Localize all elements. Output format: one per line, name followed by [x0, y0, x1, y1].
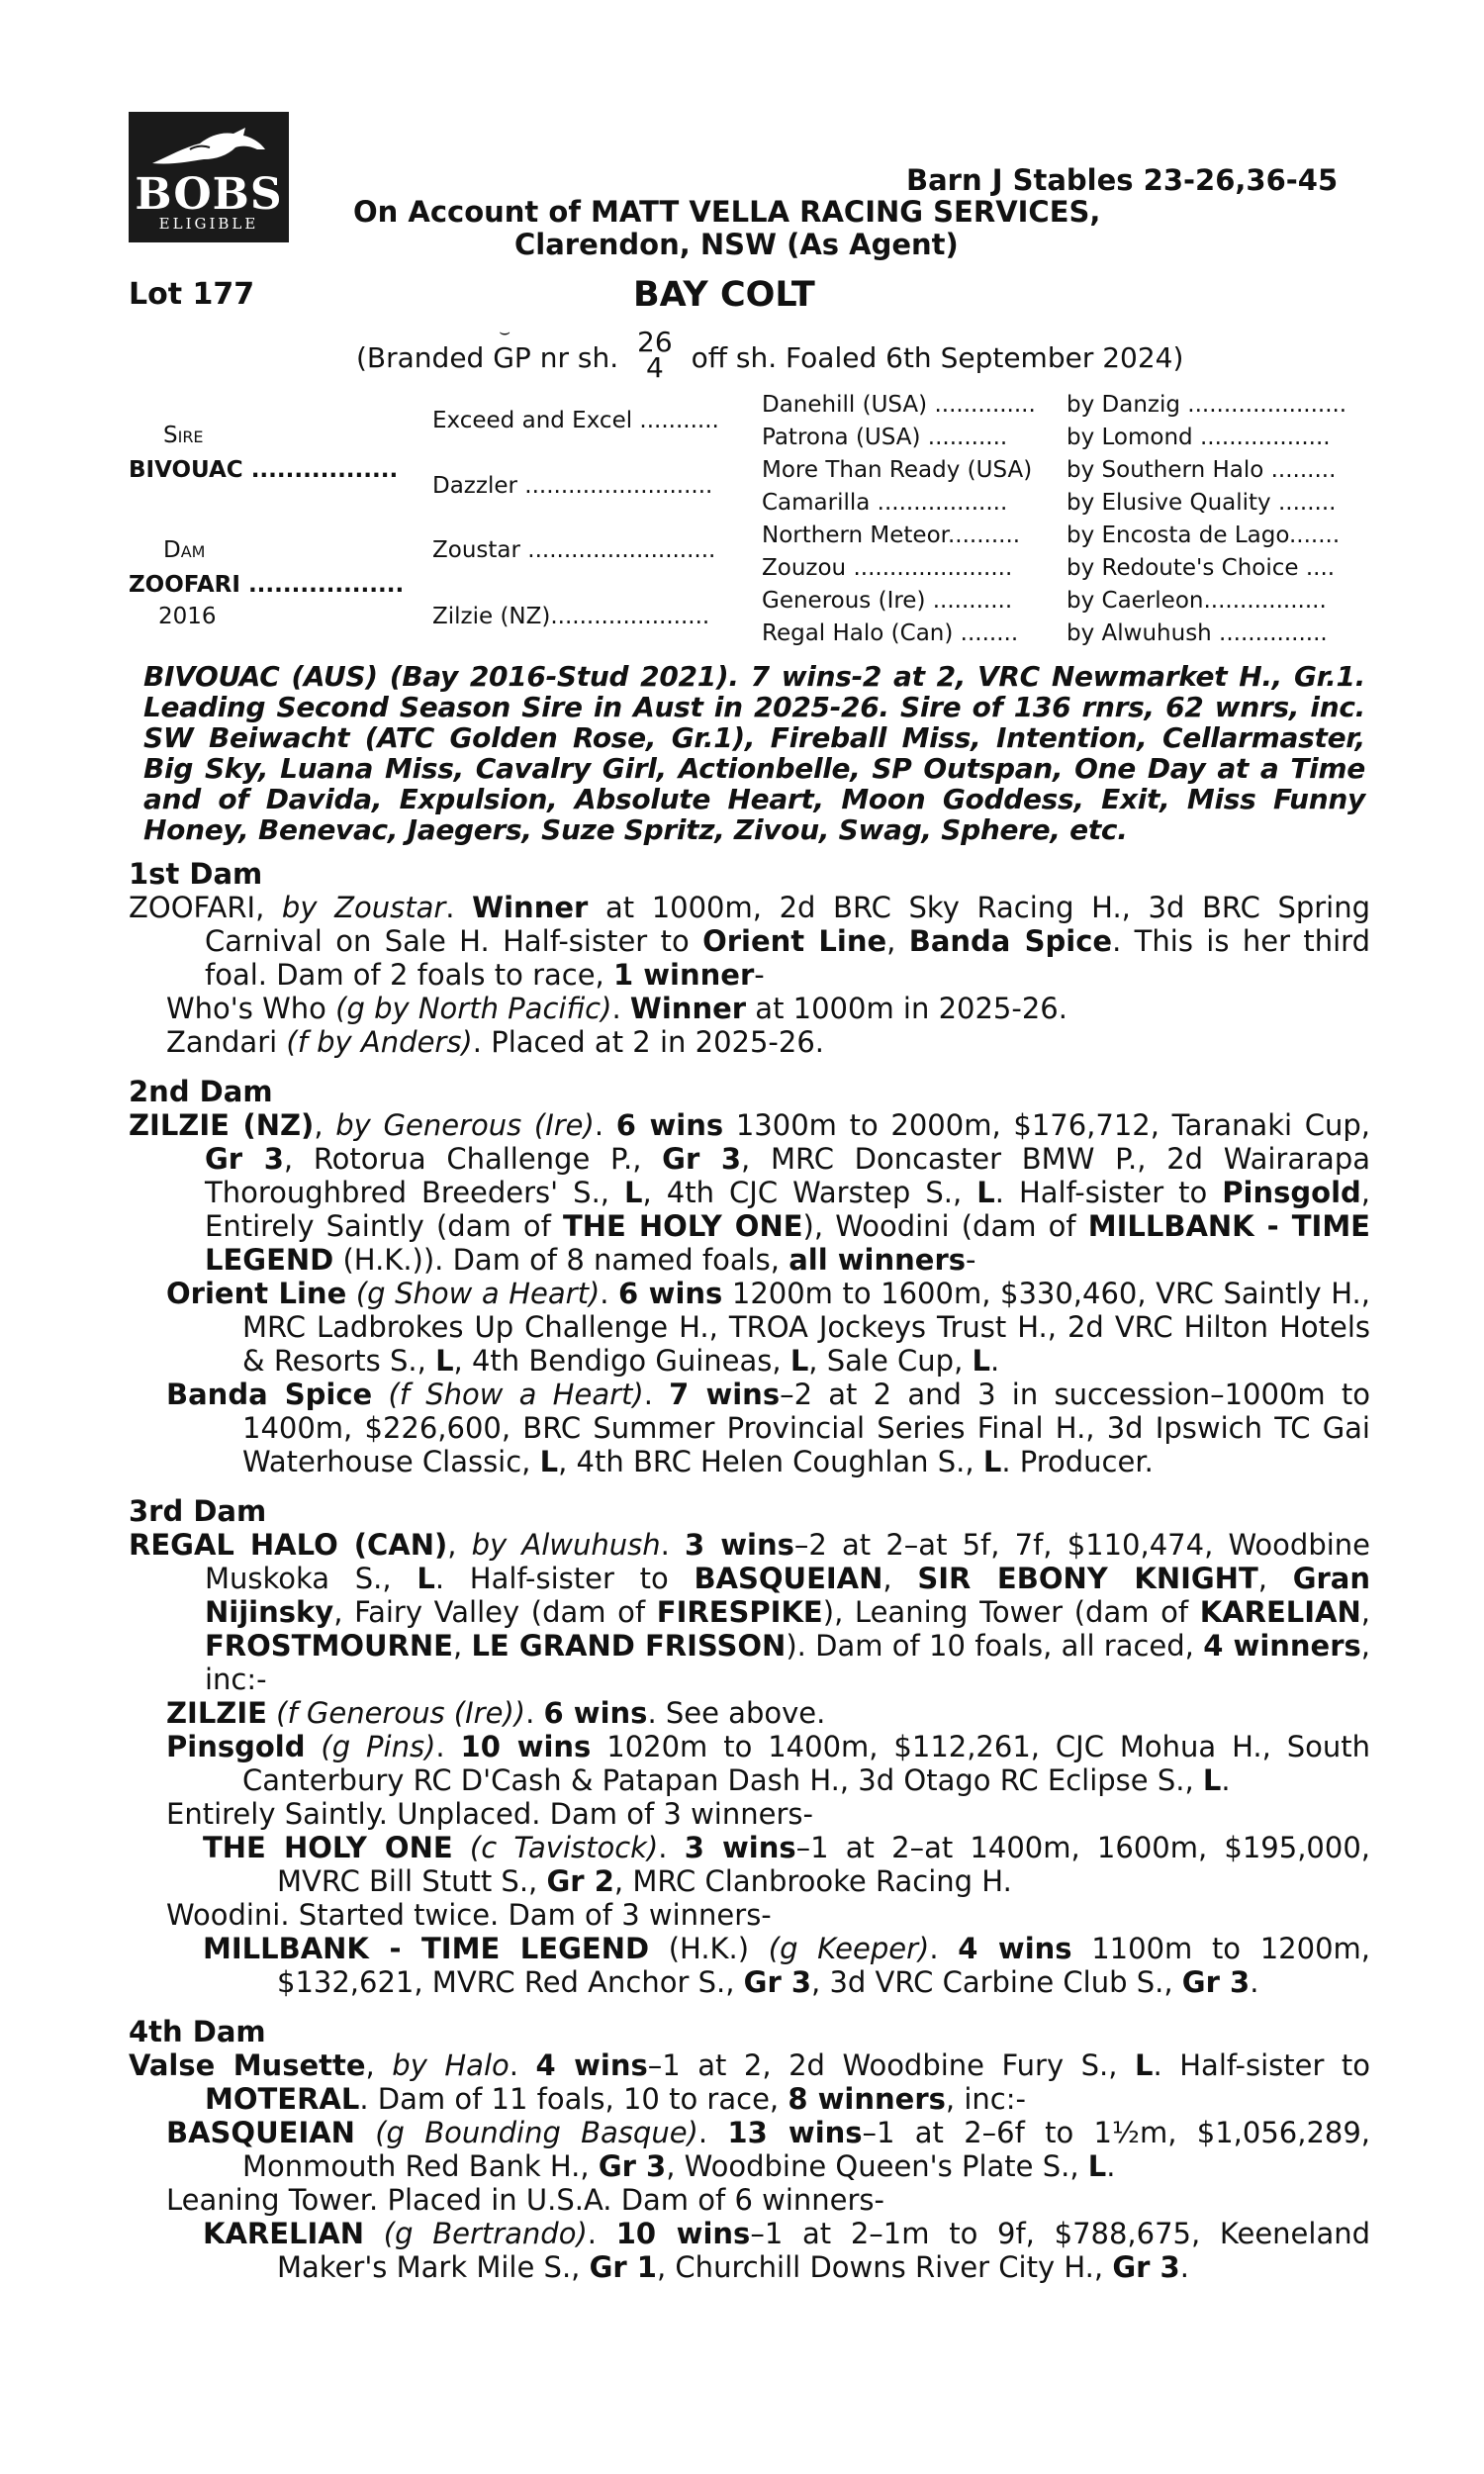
logo-brand-text: BOBS: [135, 169, 283, 220]
progeny-entry: Pinsgold (g Pins). 10 wins 1020m to 1400m, $112,261, CJC Mohua H., South Canterbury RC D'Cash & Patapan Dash H., 3d Otago RC Eclipse S., L.: [166, 1730, 1371, 1797]
dam-label: Dam: [163, 537, 206, 563]
sire-essay: BIVOUAC (AUS) (Bay 2016-Stud 2021). 7 wins-2 at 2, VRC Newmarket H., Gr.1. Leading Second Season Sire in Aust in 2025-26. Sire of 136 rnrs, 62 wnrs, inc. SW Beiwacht (ATC Golden Rose, Gr.1), Fireball Miss, Intention, Cellarmaster, Big Sky, Luana Miss, Cavalry Girl, Actionbelle, SP Outspan, One Day at a Time and of Davida, Expulsion, Absolute Heart, Moon Goddess, Exit, Miss Funny Honey, Benevac, Jaegers, Suze Spritz, Zivou, Swag, Sphere, etc.: [143, 660, 1365, 846]
vendor-account: On Account of MATT VELLA RACING SERVICES,: [353, 195, 1101, 229]
pedigree-g2-4: Zilzie (NZ)......................: [432, 604, 710, 629]
progeny-entry: Orient Line (g Show a Heart). 6 wins 1200m to 1600m, $330,460, VRC Saintly H., MRC Ladbrokes Up Challenge H., TROA Jockeys Trust H., 2d VRC Hilton Hotels & Resorts S., L, 4th Bendigo Guineas, L, Sale Cup, L.: [166, 1277, 1370, 1378]
progeny-entry: Banda Spice (f Show a Heart). 7 wins–2 at 2 and 3 in succession–1000m to 1400m, $226,600, BRC Summer Provincial Series Final H., 3d Ipswich TC Gai Waterhouse Classic, L, 4th BRC Helen Coughlan S., L. Producer.: [166, 1378, 1370, 1478]
first-dam-entry: ZOOFARI, by Zoustar. Winner at 1000m, 2d BRC Sky Racing H., 3d BRC Spring Carnival on Sale H. Half-sister to Orient Line, Banda Spice. This is her third foal. Dam of 2 foals to race, 1 winner-: [129, 891, 1371, 992]
pedigree-g3-6: Zouzou ......................: [762, 555, 1013, 581]
brand-fraction-bottom: 4: [645, 351, 664, 384]
brand-fraction-top: 26: [637, 326, 673, 358]
third-dam-entry: REGAL HALO (CAN), by Alwuhush. 3 wins–2 at 2–at 5f, 7f, $110,474, Woodbine Muskoka S., L. Half-sister to BASQUEIAN, SIR EBONY KNIGHT, Gran Nijinsky, Fairy Valley (dam of FIRESPIKE), Leaning Tower (dam of KARELIAN, FROSTMOURNE, LE GRAND FRISSON). Dam of 10 foals, all raced, 4 winners, inc:-: [129, 1528, 1371, 1696]
pedigree-g3-4-sire: by Elusive Quality ........: [1067, 490, 1337, 516]
second-dam-entry: ZILZIE (NZ), by Generous (Ire). 6 wins 1300m to 2000m, $176,712, Taranaki Cup, Gr 3, Rotorua Challenge P., Gr 3, MRC Doncaster BMW P., 2d Wairarapa Thoroughbred Breeders' S., L, 4th CJC Warstep S., L. Half-sister to Pinsgold, Entirely Saintly (dam of THE HOLY ONE), Woodini (dam of MILLBANK - TIME LEGEND (H.K.)). Dam of 8 named foals, all winners-: [129, 1108, 1370, 1277]
pedigree-g3-2: Patrona (USA) ...........: [762, 425, 1008, 450]
pedigree-g3-8-sire: by Alwuhush ...............: [1067, 620, 1328, 646]
pedigree-g3-3: More Than Ready (USA): [762, 457, 1033, 483]
pedigree-g2-2: Dazzler ..........................: [432, 473, 713, 499]
progeny-entry: KARELIAN (g Bertrando). 10 wins–1 at 2–1m to 9f, $788,675, Keeneland Maker's Mark Mile S., Gr 1, Churchill Downs River City H., Gr 3.: [203, 2217, 1371, 2284]
stables-location: Barn J Stables 23-26,36-45: [906, 163, 1339, 197]
pedigree-g3-4: Camarilla ..................: [762, 490, 1008, 516]
pedigree-g3-1: Danehill (USA) ..............: [762, 392, 1036, 418]
pedigree-g3-6-sire: by Redoute's Choice ....: [1067, 555, 1336, 581]
progeny-entry: BASQUEIAN (g Bounding Basque). 13 wins–1 at 2–6f to 1½m, $1,056,289, Monmouth Red Bank H., Gr 3, Woodbine Queen's Plate S., L.: [166, 2116, 1371, 2183]
family-body: [129, 857, 1370, 2284]
pedigree-g3-5: Northern Meteor..........: [762, 523, 1021, 548]
pedigree-g3-5-sire: by Encosta de Lago.......: [1067, 523, 1341, 548]
fourth-dam-entry: Valse Musette, by Halo. 4 wins–1 at 2, 2d Woodbine Fury S., L. Half-sister to MOTERAL. Dam of 11 foals, 10 to race, 8 winners, inc:-: [129, 2048, 1371, 2116]
first-dam-heading: 1st Dam: [129, 857, 263, 891]
lot-title: BAY COLT: [633, 275, 815, 315]
dam-year: 2016: [158, 604, 217, 629]
progeny-entry: THE HOLY ONE (c Tavistock). 3 wins–1 at 2–at 1400m, 1600m, $195,000, MVRC Bill Stutt S., Gr 2, MRC Clanbrooke Racing H.: [203, 1831, 1370, 1898]
dam-name: ZOOFARI ..................: [129, 572, 405, 598]
brand-mid: nr sh.: [539, 341, 619, 374]
pedigree-g3-1-sire: by Danzig ......................: [1067, 392, 1347, 418]
pedigree-g2-3: Zoustar ..........................: [432, 537, 716, 563]
progeny-entry: Leaning Tower. Placed in U.S.A. Dam of 6 winners-: [166, 2183, 884, 2217]
third-dam-heading: 3rd Dam: [129, 1494, 267, 1528]
vendor-location: Clarendon, NSW (As Agent): [514, 228, 959, 261]
brand-mark: ⌣ GP: [493, 341, 531, 374]
bobs-eligible-logo: [129, 112, 289, 242]
pedigree-g3-2-sire: by Lomond ..................: [1067, 425, 1331, 450]
progeny-entry: Who's Who (g by North Pacific). Winner at 1000m in 2025-26.: [166, 992, 1067, 1025]
progeny-entry: Zandari (f by Anders). Placed at 2 in 2025-26.: [166, 1025, 825, 1059]
progeny-entry: Woodini. Started twice. Dam of 3 winners-: [166, 1898, 772, 1932]
brand-suffix: off sh. Foaled 6th September 2024): [691, 341, 1184, 374]
brand-foaling-line: [356, 326, 1184, 384]
pedigree-g3-7: Generous (Ire) ...........: [762, 588, 1013, 614]
fourth-dam-heading: 4th Dam: [129, 2015, 266, 2048]
second-dam-heading: 2nd Dam: [129, 1075, 273, 1108]
sire-label: Sire: [163, 423, 204, 448]
logo-eligible-text: ELIGIBLE: [158, 215, 259, 233]
brand-prefix: (Branded: [356, 341, 485, 374]
progeny-entry: ZILZIE (f Generous (Ire)). 6 wins. See above.: [166, 1696, 826, 1730]
pedigree-g3-3-sire: by Southern Halo .........: [1067, 457, 1337, 483]
horse-icon: [150, 126, 267, 169]
brand-fraction: [637, 326, 673, 384]
pedigree-g3-7-sire: by Caerleon.................: [1067, 588, 1327, 614]
pedigree-g3-8: Regal Halo (Can) ........: [762, 620, 1019, 646]
progeny-entry: MILLBANK - TIME LEGEND (H.K.) (g Keeper). 4 wins 1100m to 1200m, $132,621, MVRC Red Anchor S., Gr 3, 3d VRC Carbine Club S., Gr 3.: [203, 1932, 1370, 1999]
lot-number: Lot 177: [129, 277, 255, 312]
progeny-entry: Entirely Saintly. Unplaced. Dam of 3 winners-: [166, 1797, 813, 1831]
pedigree-g2-1: Exceed and Excel ...........: [432, 408, 719, 433]
sire-name: BIVOUAC .................: [129, 457, 399, 483]
